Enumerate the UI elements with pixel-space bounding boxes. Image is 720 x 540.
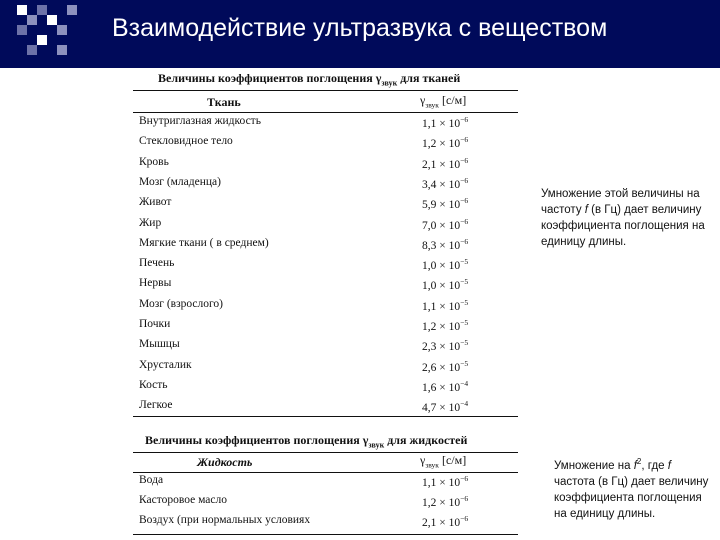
decor-square [57,45,67,55]
row-name: Легкое [139,399,173,412]
slide-title: Взаимодействие ультразвука с веществом [112,14,608,42]
row-name: Мышцы [139,338,180,351]
row-value: $1,1 \times 10^{-6}$ [422,474,469,489]
decor-square [37,35,47,45]
row-name: Хрусталик [139,358,192,371]
row-name: Мозг (младенца) [139,175,221,188]
row-value: $5,9 \times 10^{-6}$ [422,196,469,212]
row-value: $1,1 \times 10^{-6}$ [422,115,469,130]
row-value: $2,3 \times 10^{-5}$ [422,338,469,354]
decor-square [27,45,37,55]
row-value: $1,0 \times 10^{-5}$ [422,257,469,272]
row-value: $1,6 \times 10^{-4}$ [422,378,469,394]
header-rule [133,112,518,113]
header-rule [133,472,518,473]
tissues-note: Умножение этой величины на частоту f (в Гц) дает величину коэффициента поглощения на единицу длины. [541,188,705,248]
table-top-rule [133,90,518,91]
decor-square [27,15,37,25]
row-value: $7,0 \times 10^{-6}$ [422,216,469,232]
row-value: $1,2 \times 10^{-5}$ [422,318,469,333]
row-value: $2,1 \times 10^{-6}$ [422,514,469,529]
row-value: $1,2 \times 10^{-6}$ [422,494,469,509]
column-header-absorption: $\gamma_{звук}$ [с/м] [420,93,467,110]
row-value: $8,3 \times 10^{-6}$ [422,236,469,252]
liquids-note: Умножение на $f^2$, где f частота (в Гц) дает величину коэффициента поглощения на единицу длины. [554,457,709,520]
tissues-table-caption: Величины коэффициентов поглощения $\gamma_{звук}$ для тканей [158,71,461,88]
decor-square [57,25,67,35]
row-value: $4,7 \times 10^{-4}$ [422,399,469,415]
column-header-absorption: $\gamma_{звук}$ [с/м] [420,453,467,470]
row-name: Касторовое масло [139,494,227,506]
row-name: Вода [139,474,164,486]
column-header-liquid: Жидкость [197,455,253,469]
slide-header [0,0,720,68]
decor-square [67,5,77,15]
table-bottom-rule [133,534,518,535]
row-value: $3,4 \times 10^{-6}$ [422,175,469,191]
row-name: Мягкие ткани ( в среднем) [139,236,269,249]
row-name: Мозг (взрослого) [139,297,224,310]
row-name: Кость [139,378,168,391]
row-name: Живот [139,196,172,209]
row-name: Почки [139,318,171,330]
row-value: $1,1 \times 10^{-5}$ [422,297,469,313]
row-value: $2,6 \times 10^{-5}$ [422,358,469,374]
row-name: Кровь [139,155,169,168]
decor-square [37,5,47,15]
decor-square [17,5,27,15]
table-bottom-rule [133,416,518,417]
row-value: $1,0 \times 10^{-5}$ [422,277,469,293]
row-name: Печень [139,257,175,270]
row-name: Нервы [139,277,172,290]
row-name: Воздух (при нормальных условиях [139,514,311,526]
row-value: $2,1 \times 10^{-6}$ [422,155,469,171]
liquids-table-caption: Величины коэффициентов поглощения $\gamma_{звук}$ для жидкостей [145,433,468,450]
row-name: Внутриглазная жидкость [139,115,261,127]
decor-square [47,15,57,25]
column-header-tissue: Ткань [207,95,241,109]
row-name: Жир [139,216,162,229]
decor-square [17,25,27,35]
row-name: Стекловидное тело [139,135,233,148]
row-value: $1,2 \times 10^{-6}$ [422,135,469,151]
